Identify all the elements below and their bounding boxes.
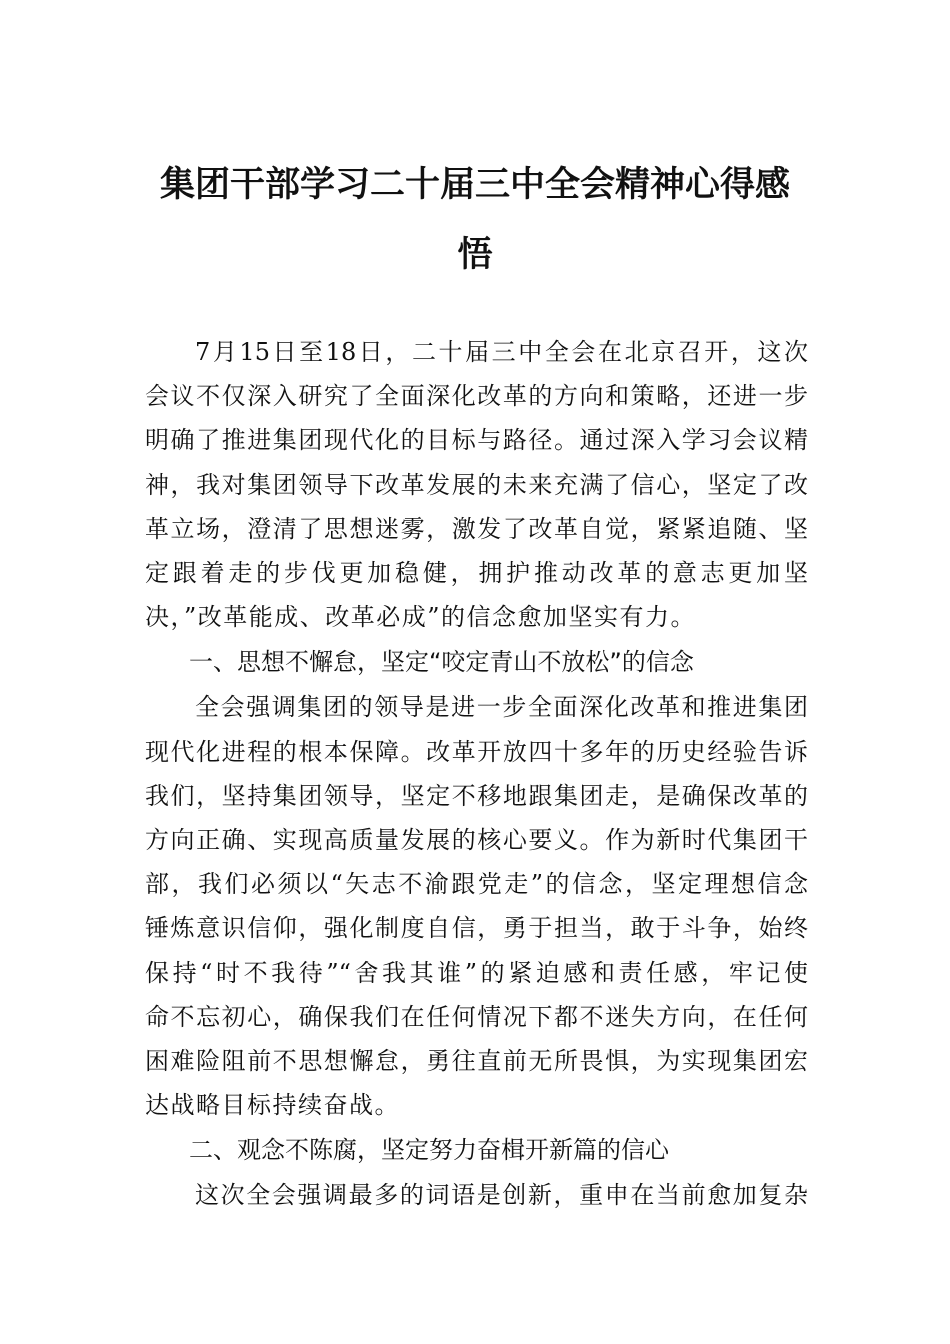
paragraph-line: 神，我对集团领导下改革发展的未来充满了信心，坚定了改	[145, 470, 808, 499]
paragraph-line: 部，我们必须以“矢志不渝跟党走”的信念，坚定理想信念	[145, 870, 808, 899]
paragraph-line: 我们，坚持集团领导，坚定不移地跟集团走，是确保改革的	[145, 781, 808, 810]
paragraph-line: 命不忘初心，确保我们在任何情况下都不迷失方向，在任何	[145, 1002, 808, 1031]
paragraph-line: 定跟着走的步伐更加稳健，拥护推动改革的意志更加坚	[145, 559, 808, 588]
paragraph-line: 困难险阻前不思想懈怠，勇往直前无所畏惧，为实现集团宏	[145, 1047, 808, 1076]
section-heading: 一、思想不懈怠，坚定“咬定青山不放松”的信念	[189, 648, 694, 677]
paragraph-line: 锤炼意识信仰，强化制度自信，勇于担当，敢于斗争，始终	[145, 914, 808, 943]
paragraph-line: 这次全会强调最多的词语是创新，重申在当前愈加复杂	[195, 1181, 808, 1210]
paragraph-line: 会议不仅深入研究了全面深化改革的方向和策略，还进一步	[145, 382, 808, 411]
document-body	[145, 330, 808, 1218]
paragraph-line: 达战略目标持续奋战。	[145, 1091, 400, 1120]
paragraph-line: 决，”改革能成、改革必成”的信念愈加坚实有力。	[145, 603, 697, 632]
paragraph-line: 7月15日至18日，二十届三中全会在北京召开，这次	[195, 338, 808, 366]
paragraph-line: 全会强调集团的领导是进一步全面深化改革和推进集团	[195, 693, 808, 722]
paragraph-line: 明确了推进集团现代化的目标与路径。通过深入学习会议精	[145, 426, 808, 455]
paragraph-line: 方向正确、实现高质量发展的核心要义。作为新时代集团干	[145, 826, 808, 855]
title-line-2: 悟	[457, 234, 493, 275]
document-title	[140, 150, 810, 290]
paragraph-line: 现代化进程的根本保障。改革开放四十多年的历史经验告诉	[145, 737, 808, 766]
section-heading: 二、观念不陈腐，坚定努力奋楫开新篇的信心	[189, 1136, 669, 1165]
title-line-1: 集团干部学习二十届三中全会精神心得感	[159, 164, 790, 205]
paragraph-line: 保持“时不我待”“舍我其谁”的紧迫感和责任感，牢记使	[145, 958, 808, 987]
paragraph-line: 革立场，澄清了思想迷雾，激发了改革自觉，紧紧追随、坚	[145, 514, 808, 543]
